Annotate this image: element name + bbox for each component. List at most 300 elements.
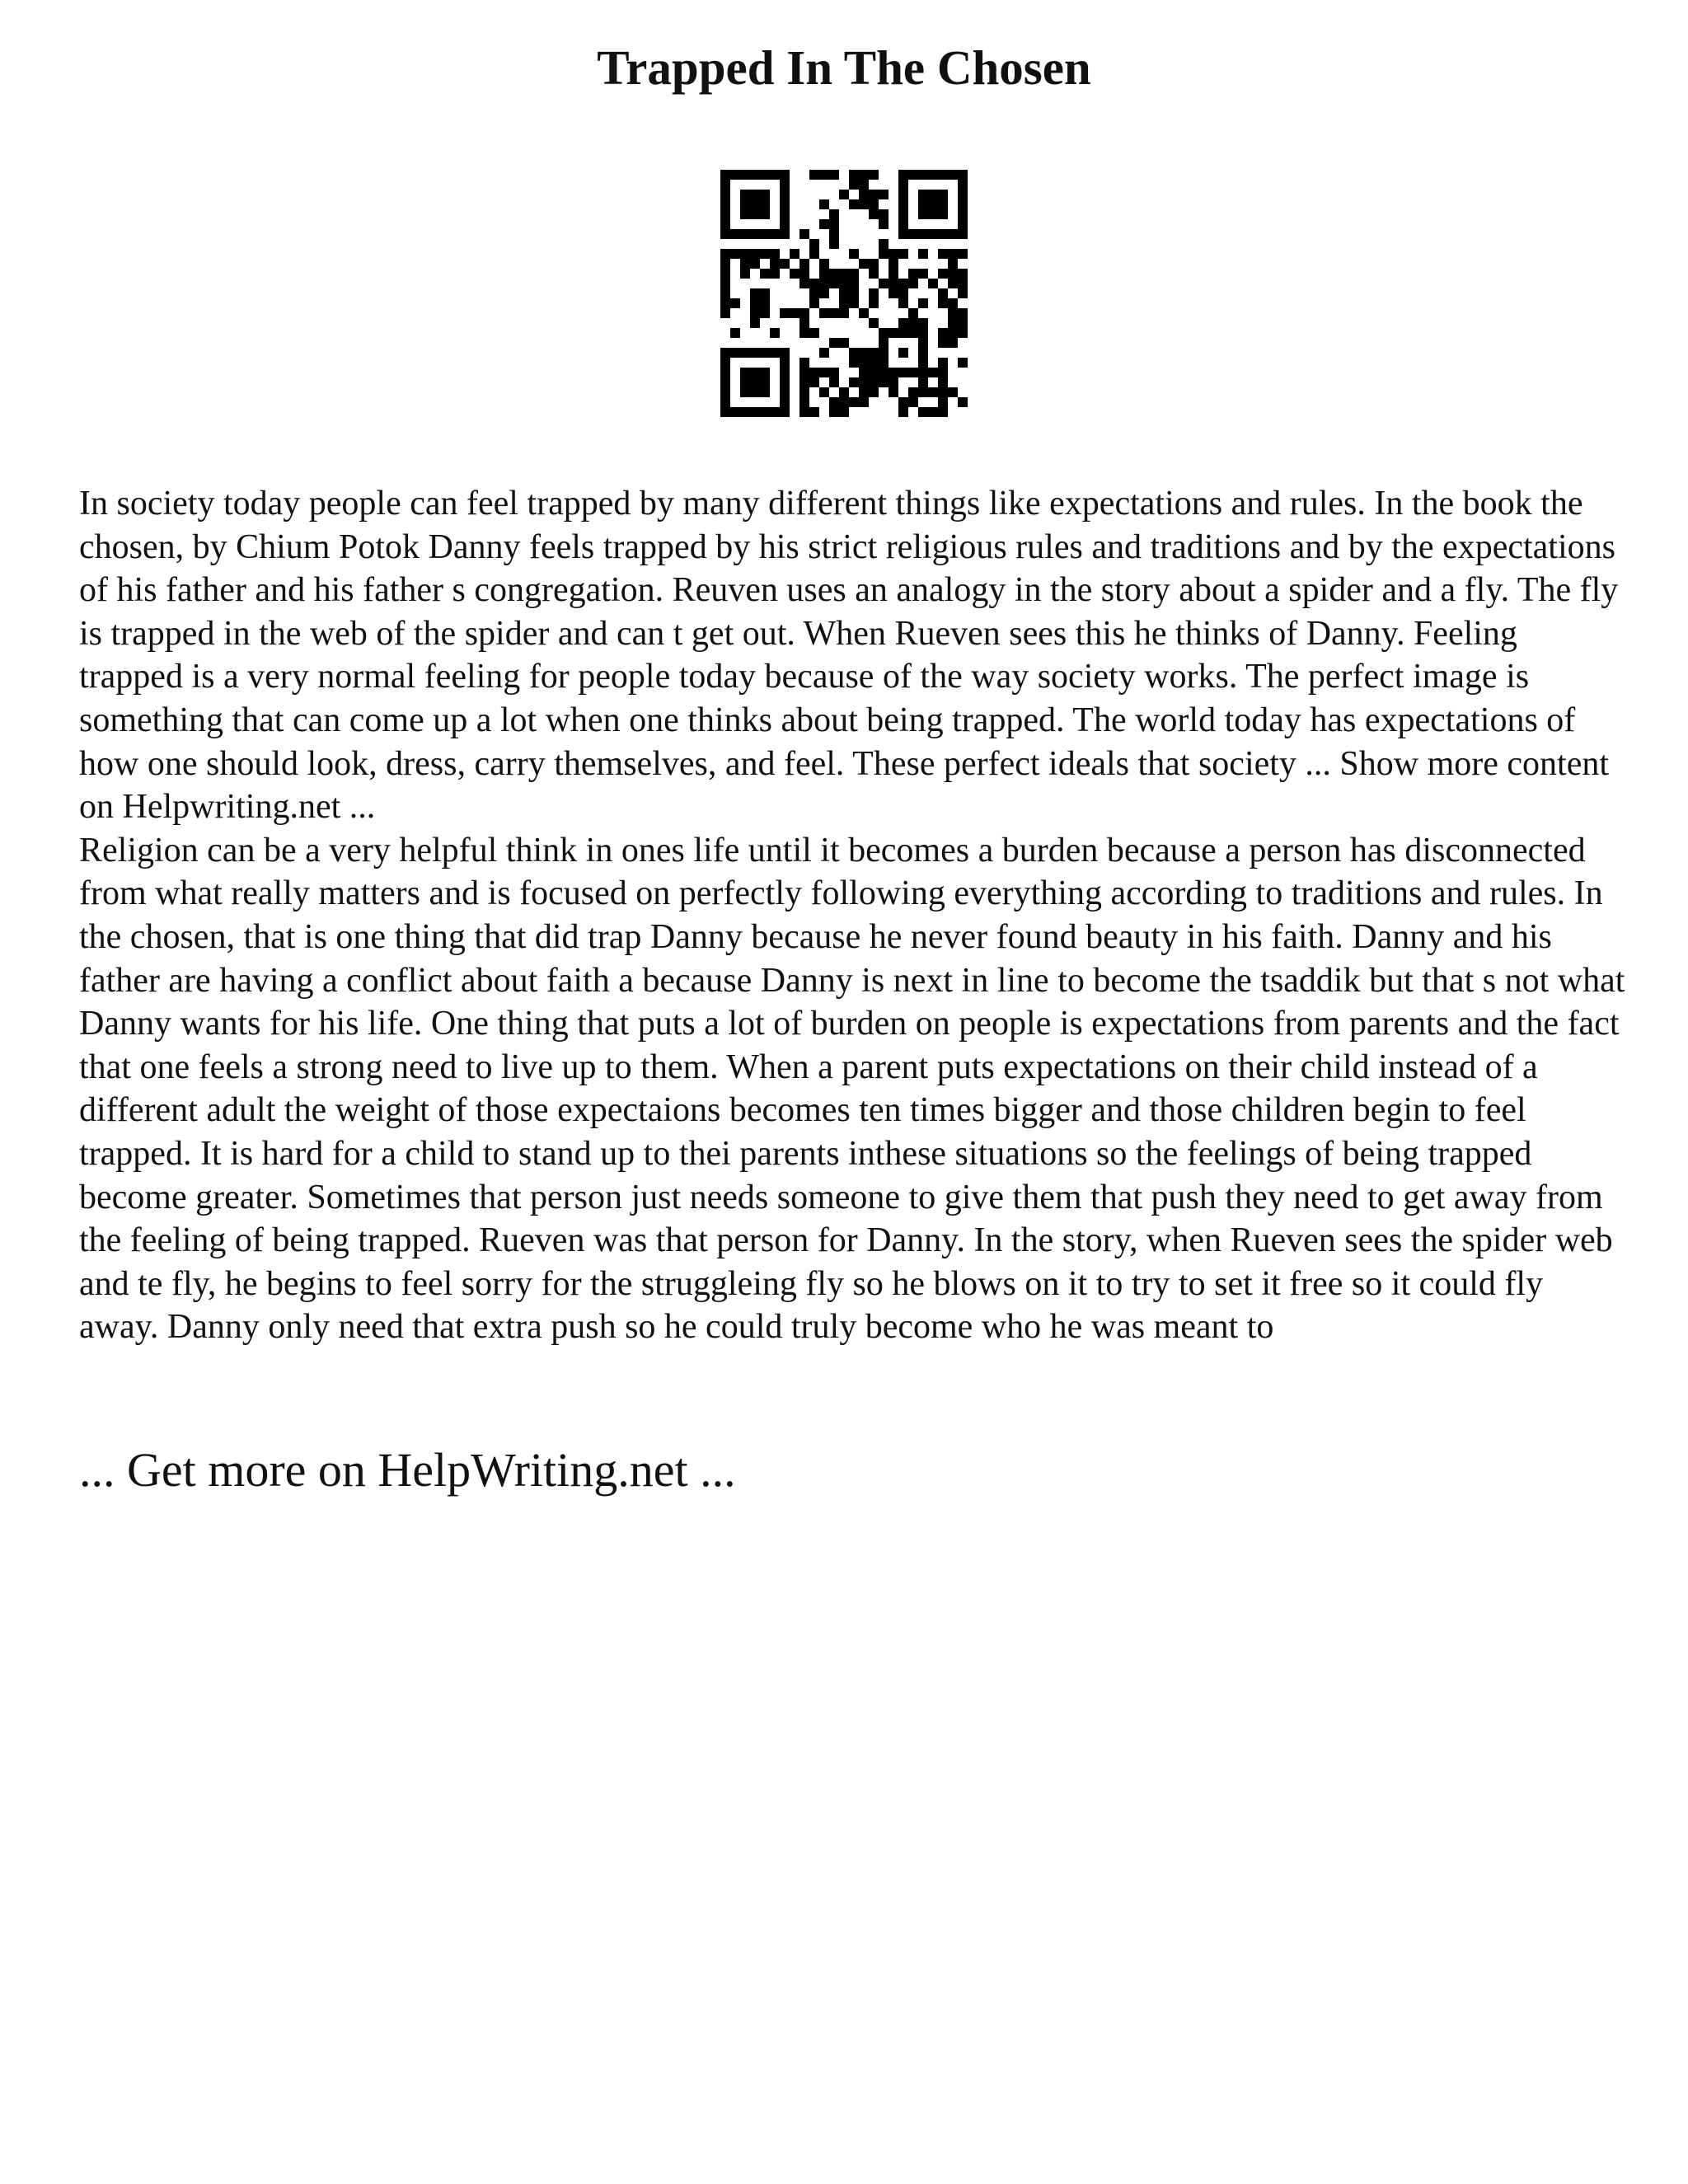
- qr-module: [918, 190, 928, 199]
- qr-module: [780, 308, 790, 318]
- qr-module: [889, 249, 898, 259]
- qr-module: [859, 348, 869, 358]
- qr-module: [799, 318, 809, 328]
- qr-module: [889, 269, 898, 279]
- qr-module: [829, 279, 839, 288]
- qr-module: [819, 288, 829, 298]
- qr-module: [948, 229, 958, 239]
- qr-module: [829, 229, 839, 239]
- qr-module: [799, 269, 809, 279]
- qr-module: [869, 199, 879, 209]
- qr-module: [760, 229, 770, 239]
- qr-module: [958, 249, 968, 259]
- qr-module: [849, 199, 859, 209]
- qr-module: [720, 199, 730, 209]
- qr-module: [839, 279, 849, 288]
- qr-module: [898, 407, 908, 417]
- qr-module: [859, 180, 869, 190]
- qr-module: [829, 209, 839, 219]
- qr-module: [958, 170, 968, 180]
- qr-module: [889, 328, 898, 338]
- qr-module: [720, 170, 730, 180]
- qr-module: [819, 259, 829, 269]
- qr-module: [918, 377, 928, 387]
- qr-code-graphic: [720, 170, 968, 417]
- qr-module: [849, 348, 859, 358]
- qr-module: [869, 209, 879, 219]
- qr-module: [799, 358, 809, 368]
- qr-module: [879, 219, 889, 229]
- qr-module: [750, 308, 760, 318]
- qr-module: [819, 279, 829, 288]
- qr-module: [928, 229, 938, 239]
- qr-module: [720, 288, 730, 298]
- qr-module: [819, 308, 829, 318]
- qr-module: [720, 387, 730, 397]
- qr-module: [908, 229, 918, 239]
- qr-module: [760, 407, 770, 417]
- qr-module: [730, 298, 740, 308]
- qr-module: [720, 229, 730, 239]
- qr-module: [898, 348, 908, 358]
- qr-module: [720, 269, 730, 279]
- qr-module: [839, 288, 849, 298]
- qr-module: [938, 338, 948, 348]
- qr-module: [849, 377, 859, 387]
- qr-module: [918, 318, 928, 328]
- qr-module: [908, 318, 918, 328]
- qr-module: [958, 190, 968, 199]
- qr-module: [849, 180, 859, 190]
- qr-module: [780, 358, 790, 368]
- qr-module: [799, 397, 809, 407]
- qr-module: [859, 259, 869, 269]
- qr-module: [780, 397, 790, 407]
- qr-module: [770, 407, 780, 417]
- qr-module: [829, 269, 839, 279]
- qr-module: [869, 298, 879, 308]
- qr-module: [720, 407, 730, 417]
- qr-module: [869, 318, 879, 328]
- qr-module: [780, 180, 790, 190]
- qr-module: [869, 368, 879, 377]
- qr-module: [918, 170, 928, 180]
- qr-module: [879, 358, 889, 368]
- qr-module: [839, 407, 849, 417]
- qr-module: [869, 190, 879, 199]
- qr-module: [809, 288, 819, 298]
- qr-module: [938, 298, 948, 308]
- qr-module: [799, 377, 809, 387]
- qr-module: [898, 249, 908, 259]
- qr-module: [849, 279, 859, 288]
- qr-module: [898, 368, 908, 377]
- qr-module: [750, 209, 760, 219]
- qr-module: [799, 279, 809, 288]
- qr-module: [770, 170, 780, 180]
- qr-module: [819, 199, 829, 209]
- qr-module: [918, 199, 928, 209]
- qr-module: [720, 308, 730, 318]
- qr-module: [908, 328, 918, 338]
- qr-module: [898, 170, 908, 180]
- qr-module: [898, 180, 908, 190]
- qr-module: [839, 298, 849, 308]
- qr-module: [839, 387, 849, 397]
- qr-module: [928, 190, 938, 199]
- qr-module: [908, 368, 918, 377]
- qr-module: [730, 249, 740, 259]
- qr-module: [958, 358, 968, 368]
- qr-module: [829, 239, 839, 249]
- qr-module: [859, 199, 869, 209]
- qr-module: [938, 288, 948, 298]
- qr-module: [740, 199, 750, 209]
- qr-module: [799, 229, 809, 239]
- qr-module: [908, 387, 918, 397]
- qr-module: [948, 298, 958, 308]
- qr-module: [879, 249, 889, 259]
- qr-module: [740, 407, 750, 417]
- qr-module: [918, 328, 928, 338]
- qr-module: [849, 358, 859, 368]
- qr-module: [760, 269, 770, 279]
- qr-module: [770, 259, 780, 269]
- qr-module: [829, 308, 839, 318]
- qr-module: [790, 308, 799, 318]
- paragraph-2: Religion can be a very helpful think in ones life until it becomes a burden because a person has disconnected from what really matters and is focused on perfectly following everything according to traditions and rules. In the chosen, that is one thing that did trap Danny because he never found beauty in his faith. Danny and his father are having a conflict about faith a because Danny is next in line to become the tsaddik but that s not what Danny wants for his life. One thing that puts a lot of burden on people is expectations from parents and the fact that one feels a strong need to live up to them. When a parent puts expectations on their child instead of a different adult the weight of those expectaions becomes ten times bigger and those children begin to feel trapped. It is hard for a child to stand up to thei parents inthese situations so the feelings of being trapped become greater. Sometimes that person just needs someone to give them that push they need to get away from the feeling of being trapped. Rueven was that person for Danny. In the story, when Rueven sees the spider web and te fly, he begins to feel sorry for the struggleing fly so he blows on it to try to set it free so it could fly away. Danny only need that extra push so he could truly become who he was meant to: [79, 831, 1625, 1347]
- qr-module: [958, 279, 968, 288]
- qr-module: [898, 397, 908, 407]
- qr-module: [829, 377, 839, 387]
- get-more-link[interactable]: ... Get more on HelpWriting.net ...: [79, 1443, 736, 1497]
- qr-module: [938, 249, 948, 259]
- qr-module: [908, 269, 918, 279]
- qr-module: [740, 249, 750, 259]
- qr-module: [819, 170, 829, 180]
- qr-module: [809, 279, 819, 288]
- qr-module: [859, 190, 869, 199]
- qr-module: [760, 199, 770, 209]
- qr-module: [958, 318, 968, 328]
- qr-module: [730, 328, 740, 338]
- qr-module: [780, 259, 790, 269]
- qr-module: [839, 338, 849, 348]
- qr-module: [750, 318, 760, 328]
- qr-module: [799, 368, 809, 377]
- qr-module: [720, 259, 730, 269]
- qr-module: [938, 407, 948, 417]
- qr-module: [938, 229, 948, 239]
- qr-module: [740, 190, 750, 199]
- qr-module: [799, 308, 809, 318]
- qr-module: [770, 328, 780, 338]
- qr-module: [819, 269, 829, 279]
- qr-module: [720, 348, 730, 358]
- qr-module: [869, 387, 879, 397]
- qr-module: [770, 249, 780, 259]
- qr-module: [760, 209, 770, 219]
- qr-module: [740, 259, 750, 269]
- qr-module: [849, 249, 859, 259]
- qr-module: [760, 288, 770, 298]
- qr-module: [819, 368, 829, 377]
- qr-module: [809, 377, 819, 387]
- qr-module: [958, 269, 968, 279]
- qr-module: [799, 387, 809, 397]
- qr-module: [918, 249, 928, 259]
- qr-module: [740, 269, 750, 279]
- qr-module: [740, 229, 750, 239]
- body-text: [79, 482, 1629, 1349]
- qr-module: [839, 269, 849, 279]
- qr-module: [879, 239, 889, 249]
- qr-module: [760, 377, 770, 387]
- qr-module: [948, 249, 958, 259]
- qr-module: [750, 170, 760, 180]
- qr-module: [770, 269, 780, 279]
- qr-module: [879, 368, 889, 377]
- qr-module: [879, 338, 889, 348]
- qr-module: [799, 328, 809, 338]
- qr-module: [819, 348, 829, 358]
- qr-module: [918, 209, 928, 219]
- qr-module: [958, 328, 968, 338]
- qr-module: [780, 190, 790, 199]
- qr-module: [938, 170, 948, 180]
- qr-module: [809, 368, 819, 377]
- qr-module: [750, 249, 760, 259]
- qr-module: [958, 288, 968, 298]
- qr-module: [720, 249, 730, 259]
- qr-module: [928, 279, 938, 288]
- qr-module: [780, 219, 790, 229]
- qr-module: [898, 279, 908, 288]
- qr-module: [720, 298, 730, 308]
- qr-module: [908, 308, 918, 318]
- qr-module: [889, 377, 898, 387]
- qr-module: [938, 199, 948, 209]
- qr-module: [928, 199, 938, 209]
- qr-module: [889, 288, 898, 298]
- qr-module: [879, 348, 889, 358]
- qr-module: [948, 259, 958, 269]
- qr-module: [740, 387, 750, 397]
- qr-module: [730, 229, 740, 239]
- qr-module: [760, 298, 770, 308]
- qr-module: [869, 259, 879, 269]
- qr-module: [958, 209, 968, 219]
- qr-module: [780, 407, 790, 417]
- qr-module: [938, 190, 948, 199]
- qr-module: [918, 368, 928, 377]
- qr-module: [720, 209, 730, 219]
- qr-module: [849, 288, 859, 298]
- qr-module: [740, 368, 750, 377]
- qr-module: [760, 308, 770, 318]
- qr-module: [869, 377, 879, 387]
- qr-module: [760, 348, 770, 358]
- qr-module: [760, 249, 770, 259]
- qr-module: [958, 229, 968, 239]
- qr-module: [938, 377, 948, 387]
- qr-module: [879, 328, 889, 338]
- qr-module: [898, 199, 908, 209]
- qr-module: [780, 387, 790, 397]
- qr-module: [720, 219, 730, 229]
- qr-module: [809, 170, 819, 180]
- qr-module: [849, 170, 859, 180]
- qr-module: [948, 328, 958, 338]
- qr-module: [918, 407, 928, 417]
- qr-module: [750, 348, 760, 358]
- qr-module: [889, 259, 898, 269]
- qr-module: [780, 377, 790, 387]
- qr-module: [730, 348, 740, 358]
- qr-module: [938, 368, 948, 377]
- qr-module: [750, 288, 760, 298]
- qr-module: [829, 338, 839, 348]
- qr-module: [799, 407, 809, 417]
- qr-module: [770, 229, 780, 239]
- qr-module: [898, 298, 908, 308]
- qr-code-icon: [720, 170, 968, 417]
- qr-module: [790, 269, 799, 279]
- qr-module: [889, 279, 898, 288]
- qr-module: [869, 288, 879, 298]
- qr-module: [938, 328, 948, 338]
- qr-module: [928, 170, 938, 180]
- qr-module: [869, 269, 879, 279]
- qr-module: [829, 170, 839, 180]
- qr-module: [948, 387, 958, 397]
- qr-module: [859, 308, 869, 318]
- qr-module: [809, 328, 819, 338]
- qr-module: [829, 397, 839, 407]
- qr-module: [720, 377, 730, 387]
- qr-module: [740, 377, 750, 387]
- qr-module: [720, 279, 730, 288]
- qr-module: [750, 377, 760, 387]
- qr-module: [908, 397, 918, 407]
- qr-module: [760, 190, 770, 199]
- qr-module: [958, 397, 968, 407]
- qr-module: [720, 358, 730, 368]
- qr-module: [928, 407, 938, 417]
- qr-module: [898, 219, 908, 229]
- qr-module: [918, 229, 928, 239]
- qr-module: [780, 229, 790, 239]
- qr-module: [750, 407, 760, 417]
- qr-module: [958, 180, 968, 190]
- qr-module: [750, 199, 760, 209]
- qr-module: [809, 298, 819, 308]
- qr-module: [889, 368, 898, 377]
- qr-module: [938, 397, 948, 407]
- qr-module: [879, 190, 889, 199]
- qr-module: [730, 407, 740, 417]
- document-title: Trapped In The Chosen: [597, 40, 1091, 95]
- qr-module: [839, 308, 849, 318]
- qr-module: [898, 190, 908, 199]
- qr-module: [958, 308, 968, 318]
- qr-module: [720, 190, 730, 199]
- qr-module: [809, 407, 819, 417]
- qr-module: [750, 387, 760, 397]
- qr-module: [750, 368, 760, 377]
- qr-module: [819, 387, 829, 397]
- qr-module: [760, 170, 770, 180]
- qr-module: [898, 288, 908, 298]
- qr-module: [948, 318, 958, 328]
- qr-module: [730, 170, 740, 180]
- qr-module: [928, 387, 938, 397]
- qr-module: [859, 358, 869, 368]
- qr-module: [809, 239, 819, 249]
- qr-module: [898, 229, 908, 239]
- qr-module: [799, 259, 809, 269]
- qr-module: [938, 269, 948, 279]
- qr-module: [849, 397, 859, 407]
- qr-module: [790, 249, 799, 259]
- qr-module: [740, 170, 750, 180]
- qr-module: [958, 219, 968, 229]
- qr-module: [908, 170, 918, 180]
- qr-module: [859, 397, 869, 407]
- qr-module: [750, 259, 760, 269]
- qr-module: [819, 219, 829, 229]
- qr-module: [770, 348, 780, 358]
- qr-module: [750, 190, 760, 199]
- qr-module: [898, 318, 908, 328]
- qr-module: [859, 387, 869, 397]
- qr-module: [829, 219, 839, 229]
- qr-module: [918, 387, 928, 397]
- qr-module: [948, 269, 958, 279]
- qr-module: [879, 377, 889, 387]
- qr-module: [908, 279, 918, 288]
- qr-module: [938, 358, 948, 368]
- qr-module: [829, 368, 839, 377]
- qr-module: [720, 368, 730, 377]
- qr-module: [918, 269, 928, 279]
- qr-module: [829, 407, 839, 417]
- qr-module: [809, 249, 819, 259]
- qr-module: [780, 209, 790, 219]
- qr-module: [948, 279, 958, 288]
- qr-module: [879, 209, 889, 219]
- qr-module: [720, 397, 730, 407]
- qr-module: [928, 368, 938, 377]
- qr-module: [869, 348, 879, 358]
- qr-module: [918, 348, 928, 358]
- qr-module: [879, 279, 889, 288]
- qr-module: [760, 368, 770, 377]
- qr-module: [958, 199, 968, 209]
- qr-module: [780, 199, 790, 209]
- qr-module: [859, 368, 869, 377]
- qr-module: [869, 170, 879, 180]
- qr-module: [720, 180, 730, 190]
- qr-module: [780, 348, 790, 358]
- paragraph-1: In society today people can feel trapped by many different things like expectations and rules. In the book the chosen, by Chium Potok Danny feels trapped by his strict religious rules and traditions and by the expectations of his father and his father s congregation. Reuven uses an analogy in the story about a spider and a fly. The fly is trapped in the web of the spider and can t get out. When Rueven sees this he thinks of Danny. Feeling trapped is a very normal feeling for people today because of the way society works. The perfect image is something that can come up a lot when one thinks about being trapped. The world today has expectations of how one should look, dress, carry themselves, and feel. These perfect ideals that society ... Show more content on Helpwriting.net ...: [79, 485, 1619, 827]
- qr-module: [938, 209, 948, 219]
- qr-module: [869, 358, 879, 368]
- qr-module: [750, 229, 760, 239]
- qr-module: [948, 308, 958, 318]
- qr-module: [928, 209, 938, 219]
- qr-module: [849, 269, 859, 279]
